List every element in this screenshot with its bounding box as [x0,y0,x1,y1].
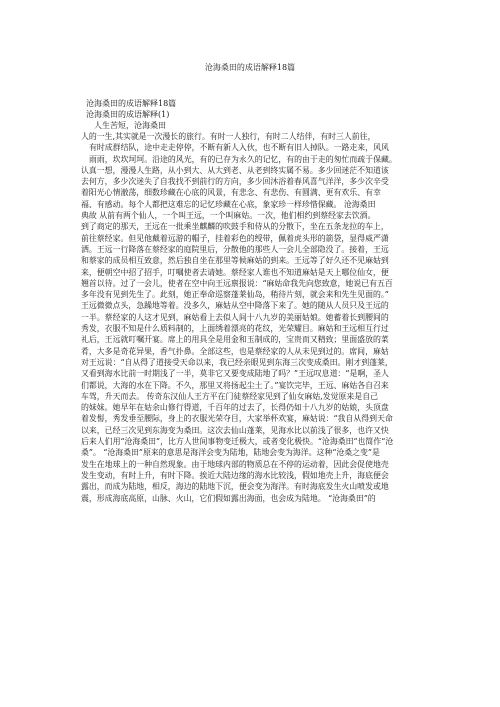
body-line: 礼后，王远就叮嘱开宴。席上的用具全是用金和玉制成的，宝贵而又精致；里面盛放的菜 [81,335,389,345]
body-line: 以来，已经三次见到东海变为桑田。这次去仙山蓬莱，见海水比以前浅了很多，也许又快 [81,425,389,435]
body-line: 震，形成海底高原，山脉、火山，它们假如露出海面，也会成为陆地。 “沧海桑田”的 [81,493,376,503]
body-line: 着阳光心情澈荡，细数珍藏在心底的风景，有悲念、有悲伤、有圆满、更有欢乐、有幸 [81,188,381,198]
heading-section: 沧海桑田的成语解释(1) [86,110,170,119]
body-line: 到了商定的那天，王远在一批乘坐麒麟的吹鼓手和侍从的分散下，坐在五条龙拉的车上， [81,222,389,232]
body-line: 们都说，大海的水在下降。不久，那里又将扬起尘土了。”宴饮完毕，王远、麻姑各自召来 [81,380,389,390]
body-line: 的妹妹。她早年在姑余山修行得道，千百年的过去了，长得仍如十八九岁的姑娘，头顶盘 [81,403,389,413]
body-line: 又看到海水比前一时期浅了一半，莫非它又要变成陆地了吗？”王远叹息道：“是啊，圣人 [81,369,389,379]
body-line: 车驾，升天而去。 传奇东汉仙人王方平在门徒蔡经家见到了仙女麻姑,发觉原来是自己 [81,391,378,401]
body-line: 前往蔡经家。但见他戴着远游的帽子，挂着彩色的绶带，佩着虎头形的箭袋，显得威严潇 [81,233,389,243]
body-line: 和蔡家的成员相互致意，然后独自坐在那里等候麻姑的到来。王远等了好久还不见麻姑到 [81,256,389,266]
body-line: 人的一生,其实就是一次漫长的旅行。有时一人独行，有时二人结伴，有时三人前往， [81,132,376,141]
body-line: 福、有感动。每个人都把这难忘的记忆珍藏在心底，象家珍一样珍惜保藏。 沧海桑田 [81,199,376,209]
body-line: 多年没有见到先生了。此刻，她正奉命巡察蓬莱仙岛，稍待片刻，就会来和先生见面的。” [81,290,389,300]
body-line: 桑”。 “沧海桑田”原来的意思是海洋会变为陆地，陆地会变为海洋。这种“沧桑之变”是 [81,448,380,458]
body-line: 发生变动，有时上升，有时下降。挨近大陆边缘的海水比较浅，假如地壳上升，海底便会 [81,470,389,480]
heading-sub: 人生苦短，沧海桑田 [94,121,166,130]
document-content [81,98,416,504]
body-line: 肴，大多是奇花异果，香气扑鼻。全部这些，也是蔡经家的人从未见到过的。席间，麻姑 [81,346,389,356]
body-line: 去何方，多少次迷失了自我找不到前行的方向，多少回沐浴着春风喜气洋洋，多少次辛受 [81,177,389,187]
body-text [81,131,416,504]
body-line: 后来人们用“沧海桑田”，比方人世间事物变迁极大，或者变化极快。“沧海桑田”也简作“沧 [81,437,394,447]
body-line: 来，便朝空中招了招手，叮嘱使者去请她。蔡经家人谁也不知道麻姑是天上哪位仙女，便 [81,267,389,277]
body-line: 露出，而成为陆地，相反，海边的陆地下沉，便会变为海洋。有时海底发生火山喷发或地 [81,482,389,492]
body-line: 翘首以待。过了一会儿，使者在空中向王远禀报说：“麻姑命我先向您致意，她说已有五百 [81,278,393,288]
body-line: 一半。蔡经家的人这才见到，麻姑看上去似人间十八九岁的美丽姑娘。她蓄着长到腰间的 [81,312,389,322]
heading-main: 沧海桑田的成语解释18篇 [86,99,177,108]
body-line: 着发髻，秀发垂至腰际，身上的衣服光荣夺目，大家举杯欢宴，麻姑说：“我自从得到天命 [81,414,393,424]
body-line: 认真一想，漫漫人生路，从小到大、从大到老、从老到终实属不易。多少回迷茫不知道该 [81,165,389,175]
document-title: 沧海桑田的成语解释18篇 [204,63,296,72]
body-line: 王远微微点头，急躁地等着。没多久，麻姑从空中降落下来了。她的随从人员只及王远的 [81,301,389,311]
body-line: 洒。王远一行降落在蔡经家的庭院里后，分散他的那些人一会儿全部隐没了。接着，王远 [81,244,389,254]
body-line: 秀发，衣服不知是什么质料制的，上面绣着漂亮的花纹，光荣耀目。麻姑和王远相互行过 [81,324,389,334]
body-line: 典故 从前有两个仙人，一个叫王远，一个叫麻姑。一次，他们相约到蔡经家去饮酒。 [81,211,376,221]
body-line: 对王远说：“自从得了道接受天命以来，我已经亲眼见到东海三次变成桑田。刚才到蓬莱， [81,357,393,367]
body-line: 发生在地球上的一种自然现象。由于地球内部的物质总在不停的运动着，因此会促使地壳 [81,459,389,469]
body-line: 有时成群结队，途中走走停停，不断有新人入伙，也不断有旧人掉队。一路走来，风风 [89,143,389,153]
body-line: 雨雨，坎坎坷坷。沿途的风光，有的已存为永久的记忆，有的由于走的匆忙而疏于保藏。 [89,154,397,164]
